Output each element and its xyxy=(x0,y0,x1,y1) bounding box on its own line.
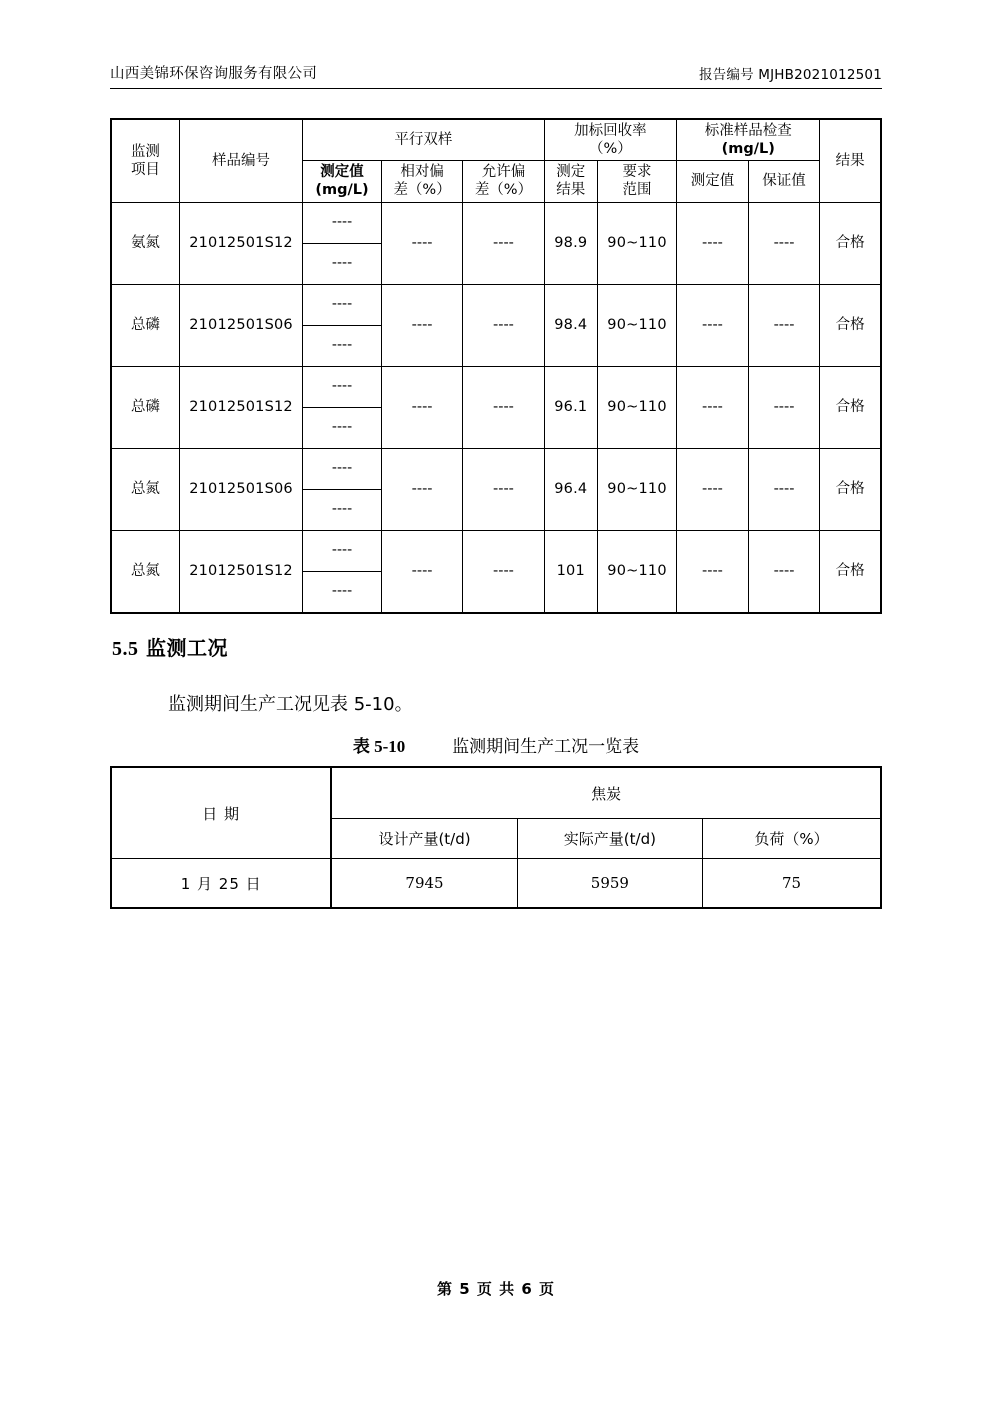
qc-cell-std-measured: ---- xyxy=(677,284,749,366)
qc-cell-parallel-measured-bottom: ---- xyxy=(331,254,353,271)
section-number: 5.5 xyxy=(112,638,139,660)
qc-cell-allowed-deviation: ---- xyxy=(463,202,544,284)
header-company-name: 山西美锦环保咨询服务有限公司 xyxy=(110,66,318,82)
qc-cell-spike-measured: 98.4 xyxy=(544,284,597,366)
qc-col-std-guaranteed: 保证值 xyxy=(748,161,820,202)
table-caption xyxy=(110,732,882,757)
prod-cell-design-output: 7945 xyxy=(331,859,517,909)
prod-cell-date: 1 月 25 日 xyxy=(111,859,331,909)
qc-col-spike-recovery-line1: 加标回收率 xyxy=(574,123,647,139)
qc-cell-item: 氨氮 xyxy=(111,202,179,284)
qc-table xyxy=(110,118,882,614)
qc-cell-sample-no: 21012501S12 xyxy=(179,366,302,448)
table-caption-number: 表 5-10 xyxy=(352,737,406,756)
qc-cell-std-measured: ---- xyxy=(677,530,749,613)
qc-cell-spike-measured: 96.4 xyxy=(544,448,597,530)
qc-cell-sample-no: 21012501S12 xyxy=(179,202,302,284)
qc-cell-parallel-measured-bottom: ---- xyxy=(331,336,353,353)
header-report-number: 报告编号 MJHB2021012501 xyxy=(698,67,882,83)
qc-cell-parallel-measured-top: ---- xyxy=(303,449,381,490)
qc-cell-parallel-measured xyxy=(303,284,382,366)
qc-cell-item: 总氮 xyxy=(111,530,179,613)
qc-cell-relative-deviation: ---- xyxy=(381,202,462,284)
qc-cell-relative-deviation: ---- xyxy=(381,366,462,448)
qc-cell-spike-measured: 101 xyxy=(544,530,597,613)
qc-col-allowed-deviation xyxy=(463,161,544,202)
prod-col-coke: 焦炭 xyxy=(331,767,881,819)
table-caption-text: 监测期间生产工况一览表 xyxy=(452,737,640,757)
qc-col-relative-deviation-line2: 差（%） xyxy=(393,182,451,199)
qc-cell-spike-range: 90~110 xyxy=(597,448,676,530)
qc-cell-parallel-measured-top: ---- xyxy=(303,203,381,244)
qc-col-sample-no: 样品编号 xyxy=(179,119,302,202)
table-row xyxy=(111,284,881,366)
qc-cell-spike-measured: 96.1 xyxy=(544,366,597,448)
qc-cell-parallel-measured-bottom: ---- xyxy=(331,500,353,517)
qc-table-head xyxy=(111,119,881,202)
table-row xyxy=(111,448,881,530)
production-table xyxy=(110,766,882,909)
qc-col-spike-range xyxy=(597,161,676,202)
qc-cell-relative-deviation: ---- xyxy=(381,530,462,613)
qc-cell-parallel-measured-top: ---- xyxy=(303,531,381,572)
qc-cell-spike-measured: 98.9 xyxy=(544,202,597,284)
qc-cell-parallel-measured-bottom: ---- xyxy=(331,582,353,599)
qc-cell-sample-no: 21012501S06 xyxy=(179,448,302,530)
qc-cell-std-measured: ---- xyxy=(677,448,749,530)
qc-cell-spike-range: 90~110 xyxy=(597,284,676,366)
qc-col-result: 结果 xyxy=(820,119,881,202)
qc-col-parallel-measured-line1: 测定值 xyxy=(320,164,364,181)
qc-cell-item: 总磷 xyxy=(111,284,179,366)
qc-cell-item: 总氮 xyxy=(111,448,179,530)
qc-col-relative-deviation xyxy=(381,161,462,202)
table-row xyxy=(111,202,881,284)
prod-col-date: 日 期 xyxy=(111,767,331,859)
prod-col-load: 负荷（%） xyxy=(703,819,881,859)
qc-col-item-line2: 项目 xyxy=(130,161,160,178)
qc-col-parallel: 平行双样 xyxy=(303,119,544,161)
qc-cell-relative-deviation: ---- xyxy=(381,448,462,530)
qc-cell-std-measured: ---- xyxy=(677,366,749,448)
qc-cell-spike-range: 90~110 xyxy=(597,202,676,284)
qc-col-spike-range-line2: 范围 xyxy=(622,182,652,199)
qc-col-std-check-line2: (mg/L) xyxy=(721,141,775,158)
qc-col-std-check-line1: 标准样品检查 xyxy=(704,123,792,139)
qc-cell-std-guaranteed: ---- xyxy=(748,202,820,284)
qc-cell-result: 合格 xyxy=(820,202,881,284)
qc-col-allowed-deviation-line1: 允许偏 xyxy=(481,164,526,181)
qc-cell-item: 总磷 xyxy=(111,366,179,448)
qc-col-std-measured: 测定值 xyxy=(677,161,749,202)
qc-cell-std-guaranteed: ---- xyxy=(748,284,820,366)
qc-cell-sample-no: 21012501S06 xyxy=(179,284,302,366)
qc-cell-relative-deviation: ---- xyxy=(381,284,462,366)
qc-cell-allowed-deviation: ---- xyxy=(463,284,544,366)
qc-col-item-line1: 监测 xyxy=(130,143,160,160)
qc-cell-result: 合格 xyxy=(820,530,881,613)
table-row xyxy=(111,530,881,613)
qc-table-body xyxy=(111,202,881,613)
section-heading xyxy=(112,632,228,661)
qc-cell-spike-range: 90~110 xyxy=(597,366,676,448)
qc-cell-parallel-measured xyxy=(303,202,382,284)
qc-col-spike-measured-line2: 结果 xyxy=(556,182,586,199)
qc-cell-sample-no: 21012501S12 xyxy=(179,530,302,613)
qc-cell-parallel-measured xyxy=(303,448,382,530)
table-row xyxy=(111,366,881,448)
prod-cell-actual-output: 5959 xyxy=(517,859,702,909)
qc-cell-std-guaranteed: ---- xyxy=(748,366,820,448)
qc-col-parallel-measured xyxy=(303,161,382,202)
production-table-body xyxy=(111,767,881,908)
qc-header-row-1 xyxy=(111,119,881,161)
qc-cell-allowed-deviation: ---- xyxy=(463,448,544,530)
qc-cell-spike-range: 90~110 xyxy=(597,530,676,613)
qc-cell-std-guaranteed: ---- xyxy=(748,448,820,530)
qc-col-spike-measured xyxy=(544,161,597,202)
qc-cell-allowed-deviation: ---- xyxy=(463,366,544,448)
qc-col-allowed-deviation-line2: 差（%） xyxy=(474,182,533,199)
qc-col-item xyxy=(111,119,179,202)
qc-col-spike-measured-line1: 测定 xyxy=(556,164,586,181)
prod-col-actual-output: 实际产量(t/d) xyxy=(517,819,702,859)
qc-col-parallel-measured-line2: (mg/L) xyxy=(315,182,369,199)
qc-col-spike-recovery-line2: （%） xyxy=(589,141,632,158)
qc-cell-parallel-measured xyxy=(303,530,382,613)
qc-cell-parallel-measured-bottom: ---- xyxy=(331,418,353,435)
section-paragraph: 监测期间生产工况见表 5-10。 xyxy=(168,694,413,715)
page-title: 监测工况 xyxy=(145,636,228,660)
table-row xyxy=(111,859,881,909)
qc-cell-std-measured: ---- xyxy=(677,202,749,284)
qc-cell-std-guaranteed: ---- xyxy=(748,530,820,613)
page-header xyxy=(110,62,882,89)
qc-cell-result: 合格 xyxy=(820,366,881,448)
prod-col-design-output: 设计产量(t/d) xyxy=(331,819,517,859)
qc-col-spike-recovery xyxy=(544,119,677,161)
qc-col-relative-deviation-line1: 相对偏 xyxy=(400,164,444,181)
qc-cell-result: 合格 xyxy=(820,284,881,366)
qc-col-std-check xyxy=(677,119,820,161)
qc-cell-result: 合格 xyxy=(820,448,881,530)
qc-cell-allowed-deviation: ---- xyxy=(463,530,544,613)
page-footer: 第 5 页 共 6 页 xyxy=(437,1280,555,1298)
qc-cell-parallel-measured-top: ---- xyxy=(303,285,381,326)
qc-cell-parallel-measured-top: ---- xyxy=(303,367,381,408)
production-header-row-1 xyxy=(111,767,881,819)
prod-cell-load: 75 xyxy=(703,859,881,909)
qc-col-spike-range-line1: 要求 xyxy=(622,164,652,181)
qc-cell-parallel-measured xyxy=(303,366,382,448)
